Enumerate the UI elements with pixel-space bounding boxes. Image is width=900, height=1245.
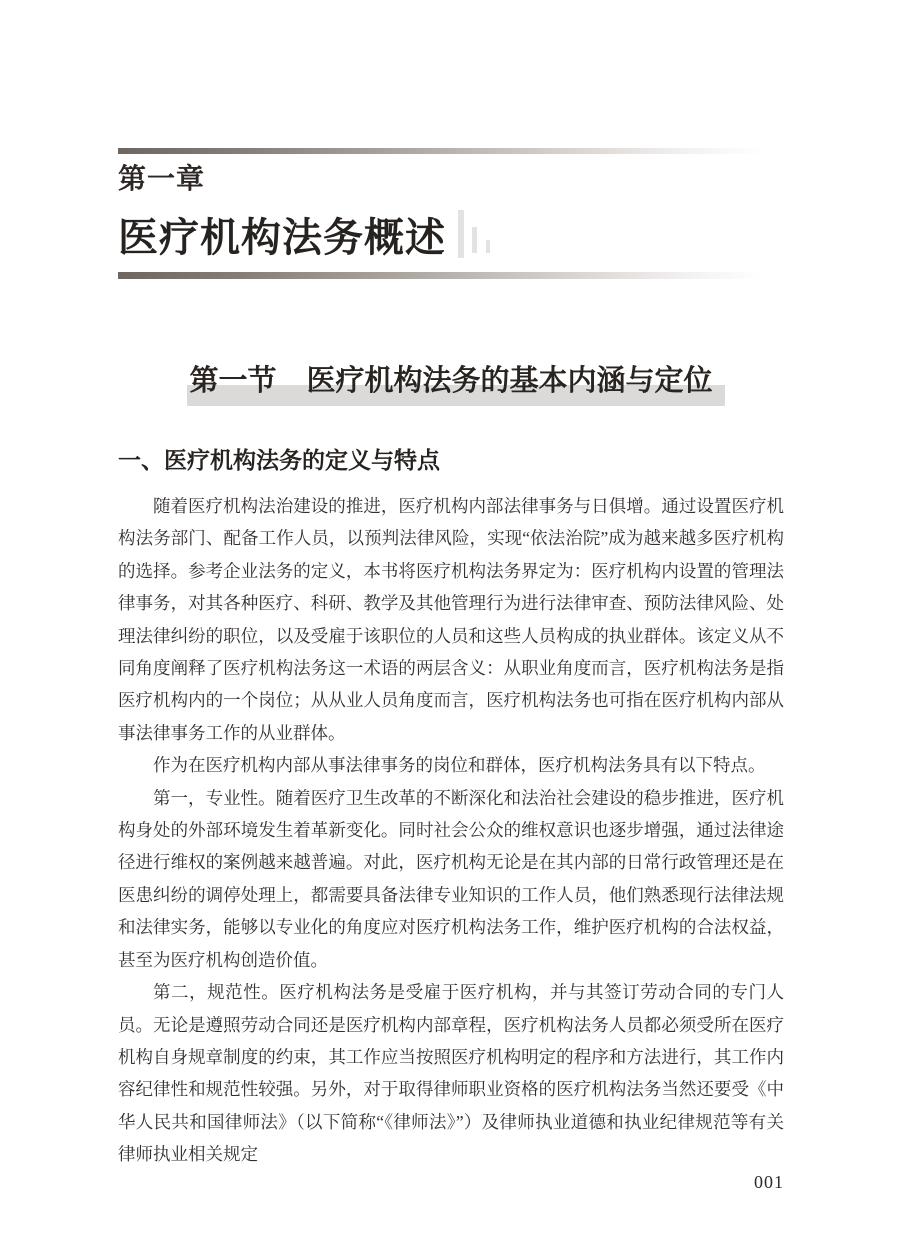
- page-number: 001: [754, 1172, 784, 1192]
- paragraph-intro-features: 作为在医疗机构内部从事法律事务的岗位和群体，医疗机构法务具有以下特点。: [153, 755, 766, 776]
- chapter-header: [118, 148, 784, 280]
- section-heading-gap: [277, 363, 307, 399]
- section-heading-inner: [189, 363, 712, 399]
- section-heading-text: [189, 363, 712, 399]
- decor-bar-tall: [458, 210, 464, 258]
- bottom-gradient-rule: [118, 272, 784, 279]
- chapter-number-label: 第一章: [118, 163, 206, 194]
- decor-bar-short: [486, 240, 490, 253]
- section-heading: [118, 363, 784, 399]
- chapter-title-row: [118, 210, 490, 261]
- decorative-bars-icon: [458, 210, 490, 258]
- body-text: [118, 490, 784, 1171]
- section-number-label: 第一节: [189, 365, 277, 397]
- section-title: 医疗机构法务的基本内涵与定位: [306, 365, 713, 397]
- paragraph-feature-professionalism: 第一，专业性。随着医疗卫生改革的不断深化和法治社会建设的稳步推进，医疗机构身处的外部环境发生着革新变化。同时社会公众的维权意识也逐步增强，通过法律途径进行维权的案例越来越普遍。对此，医疗机构无论是在其内部的日常行政管理还是在医患纠纷的调停处理上，都需要具备法律专业知识的工作人员，他们熟悉现行法律法规和法律实务，能够以专业化的角度应对医疗机构法务工作，维护医疗机构的合法权益，甚至为医疗机构创造价值。: [118, 787, 784, 970]
- paragraph-feature-standardization: 第二，规范性。医疗机构法务是受雇于医疗机构，并与其签订劳动合同的专门人员。无论是遵照劳动合同还是医疗机构内部章程，医疗机构法务人员都必须受所在医疗机构自身规章制度的约束，其工作应当按照医疗机构明定的程序和方法进行，其工作内容纪律性和规范性较强。另外，对于取得律师职业资格的医疗机构法务当然还要受《中华人民共和国律师法》（以下简称“《律师法》”）及律师执业道德和执业纪律规范等有关律师执业相关规定: [118, 982, 784, 1165]
- chapter-title: 医疗机构法务概述: [118, 216, 446, 261]
- top-gradient-rule: [118, 148, 784, 154]
- decor-bar-medium: [472, 227, 477, 253]
- subsection-heading: 一、医疗机构法务的定义与特点: [118, 447, 440, 473]
- paragraph-definition: 随着医疗机构法治建设的推进，医疗机构内部法律事务与日俱增。通过设置医疗机构法务部门、配备工作人员，以预判法律风险，实现“依法治院”成为越来越多医疗机构的选择。参考企业法务的定义，本书将医疗机构法务界定为：医疗机构内设置的管理法律事务，对其各种医疗、科研、教学及其他管理行为进行法律审查、预防法律风险、处理法律纠纷的职位，以及受雇于该职位的人员和这些人员构成的执业群体。该定义从不同角度阐释了医疗机构法务这一术语的两层含义：从职业角度而言，医疗机构法务是指医疗机构内的一个岗位；从从业人员角度而言，医疗机构法务也可指在医疗机构内部从事法律事务工作的从业群体。: [118, 496, 784, 743]
